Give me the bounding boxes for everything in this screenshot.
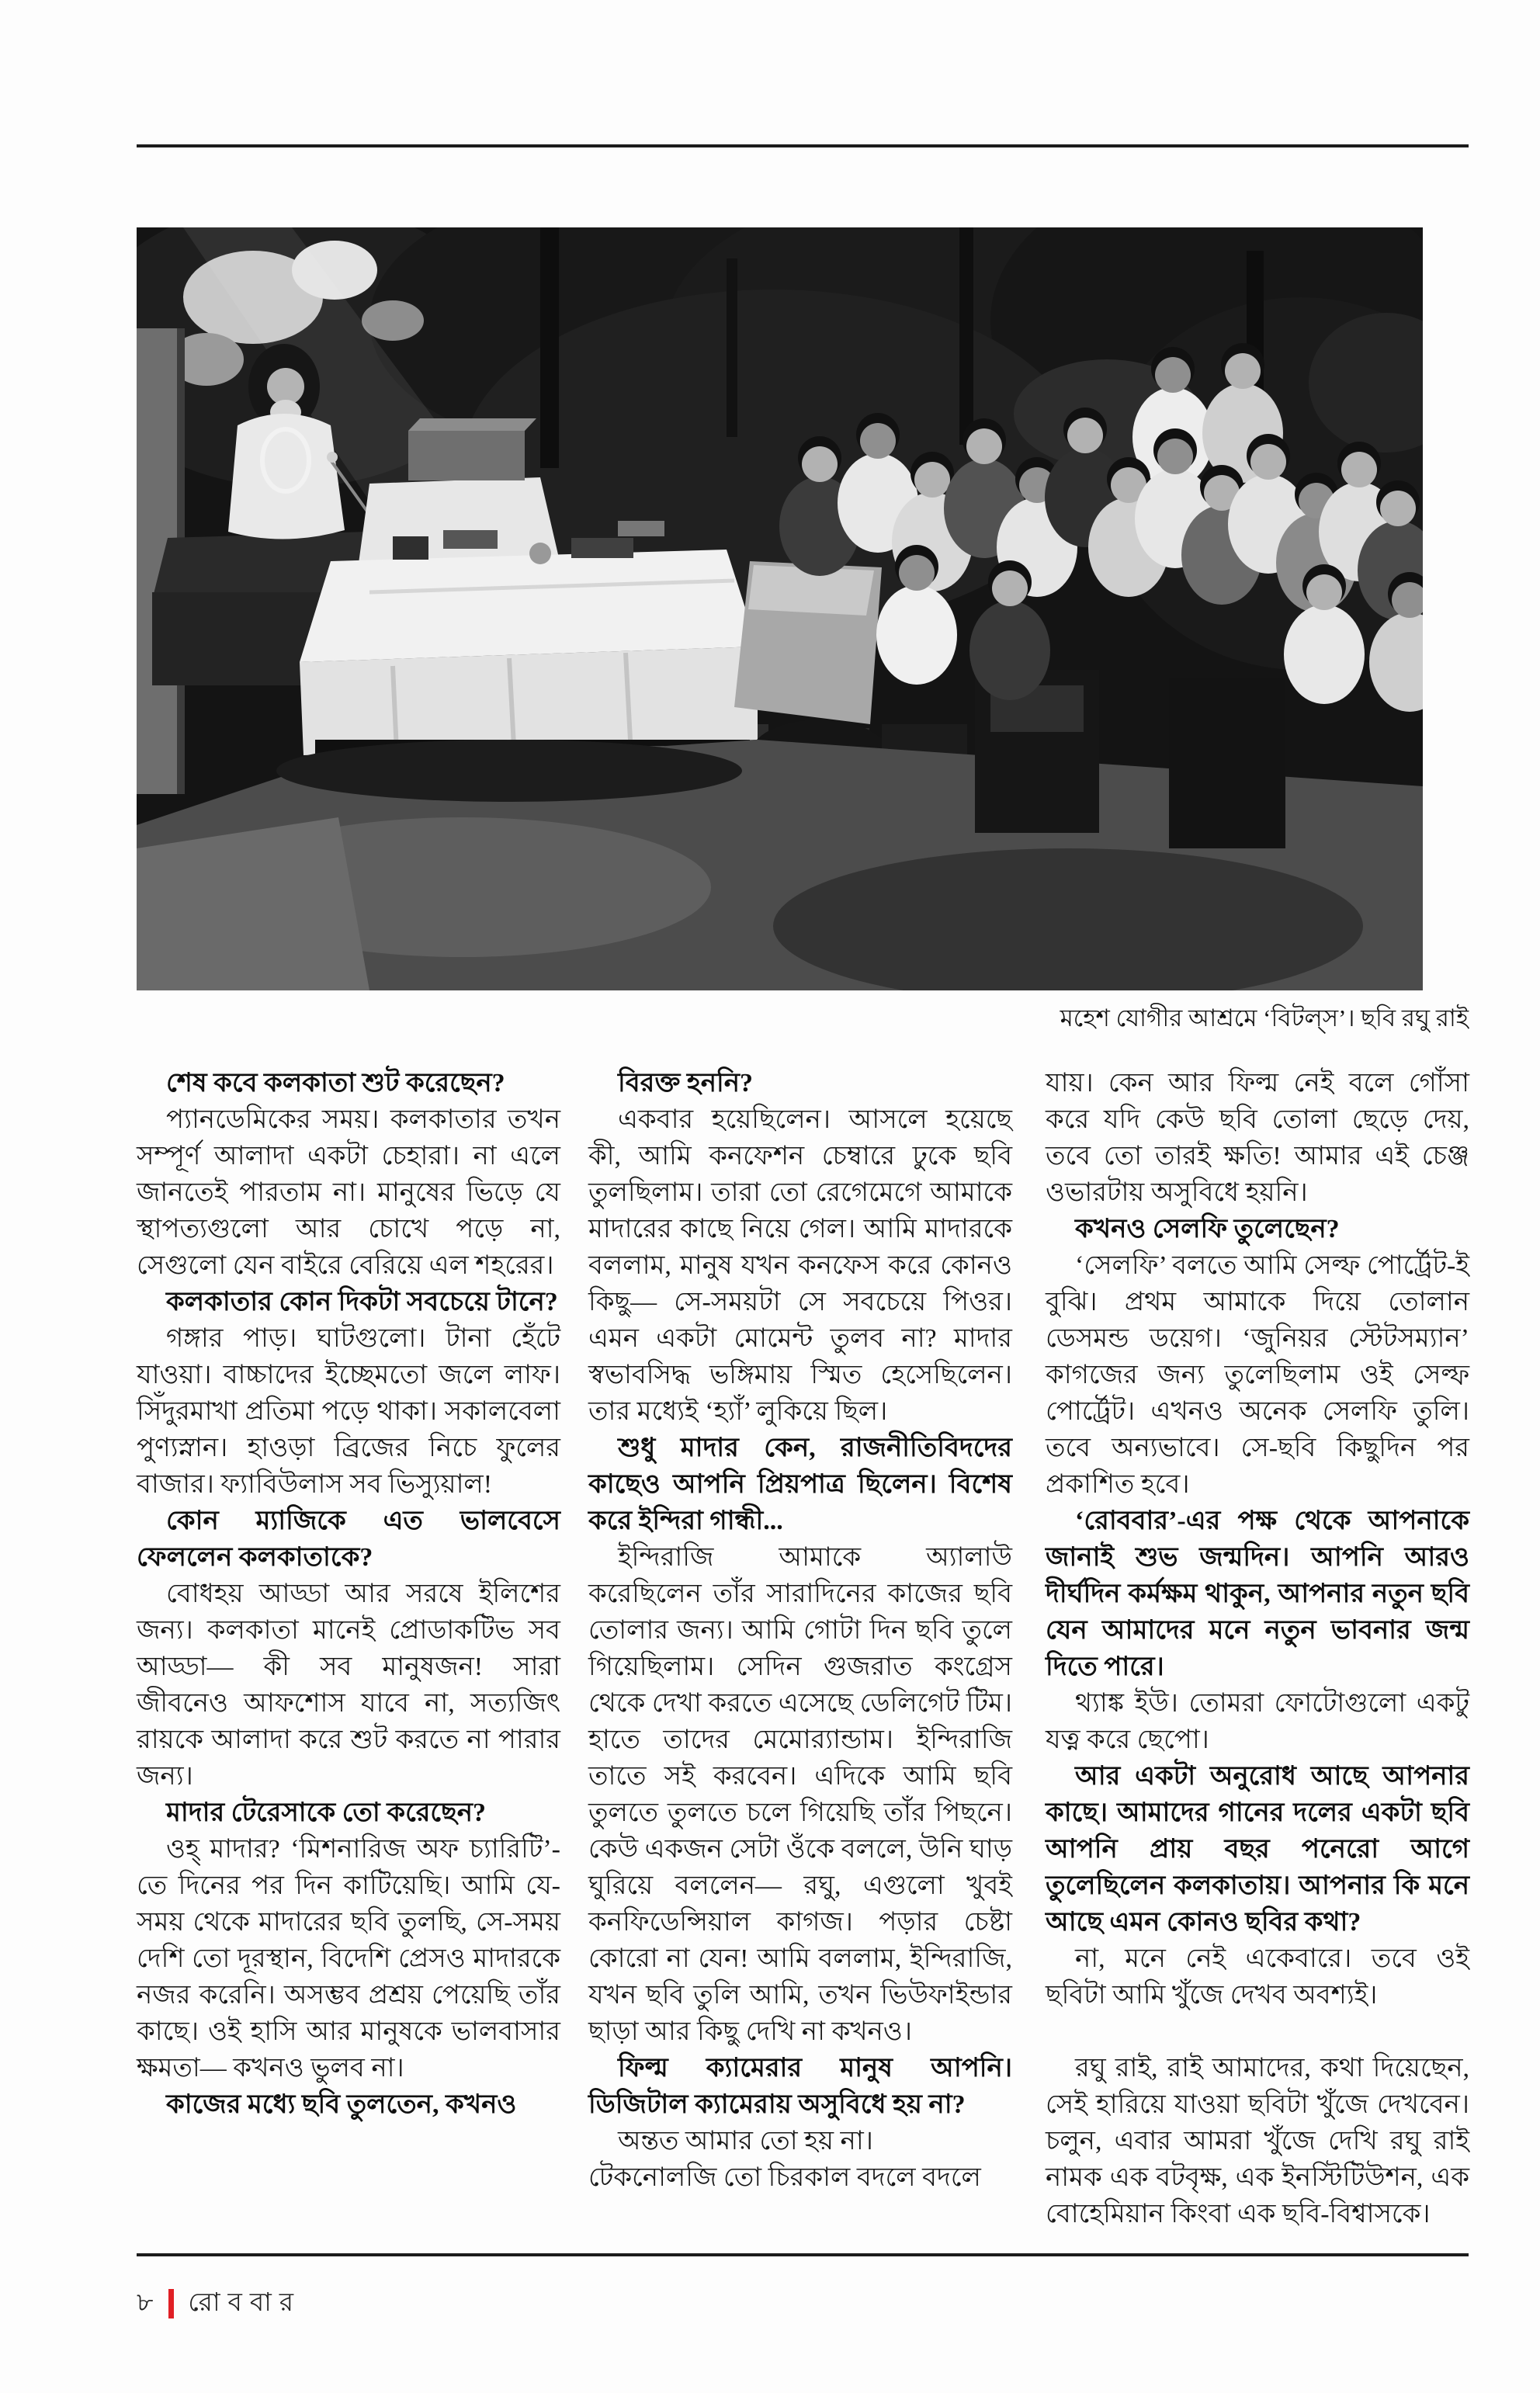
answer-paragraph: যায়। কেন আর ফিল্ম নেই বলে গোঁসা করে যদি কেউ ছবি তোলা ছেড়ে দেয়, তবে তো তারই ক্ষতি! আমার এই চেঞ্জ ওভারটায় অসুবিধে হয়নি।: [1046, 1069, 1469, 1207]
ashram-photo-illustration: [137, 227, 1423, 990]
answer-paragraph: টেকনোলজি তো চিরকাল বদলে বদলে: [588, 2163, 981, 2192]
article-column-1: [137, 1065, 560, 2123]
question-paragraph: ‘রোববার’-এর পক্ষ থেকে আপনাকে জানাই শুভ জন্মদিন। আপনি আরও দীর্ঘদিন কর্মক্ষম থাকুন, আপনার নতুন ছবি যেন আমাদের মনে নতুন ভাবনার জন্ম দিতে পারে।: [1046, 1507, 1469, 1681]
answer-paragraph: বোধহয় আড্ডা আর সরষে ইলিশের জন্য। কলকাতা মানেই প্রোডাকটিভ সব আড্ডা— কী সব মানুষজন! সারা জীবনেও আফশোস যাবে না, সত্যজিৎ রায়কে আলাদা করে শুট করতে না পারার জন্য।: [137, 1580, 560, 1791]
answer-paragraph: একবার হয়েছিলেন। আসলে হয়েছে কী, আমি কনফেশন চেম্বারে ঢুকে ছবি তুলছিলাম। তারা তো রেগেমেগে আমাকে মাদারের কাছে নিয়ে গেল। আমি মাদারকে বললাম, মানুষ যখন কনফেস করে কোনও কিছু— সে-সময়টা সে সবচেয়ে পিওর। এমন একটা মোমেন্ট তুলব না? মাদার স্বভাবসিদ্ধ ভঙ্গিমায় স্মিত হেসেছিলেন। তার মধ্যেই ‘হ্যাঁ’ লুকিয়ে ছিল।: [588, 1105, 1012, 1426]
footer-red-separator: [168, 2289, 174, 2318]
photo-caption: মহেশ যোগীর আশ্রমে ‘বিটল্স’। ছবি রঘু রাই: [1060, 1004, 1469, 1032]
page-number: ৮: [137, 2289, 154, 2317]
magazine-title: রোববার: [188, 2289, 301, 2317]
question-paragraph: ফিল্ম ক্যামেরার মানুষ আপনি। ডিজিটাল ক্যামেরায় অসুবিধে হয় না?: [588, 2054, 1012, 2119]
ashram-photo: [137, 227, 1423, 990]
answer-paragraph: থ্যাঙ্ক ইউ। তোমরা ফোটোগুলো একটু যত্ন করে ছেপো।: [1046, 1689, 1469, 1754]
article-column-3: [1046, 1065, 1469, 2232]
question-paragraph: কখনও সেলফি তুলেছেন?: [1075, 1215, 1340, 1243]
question-paragraph: মাদার টেরেসাকে তো করেছেন?: [166, 1798, 486, 1827]
top-rule: [137, 144, 1469, 147]
answer-paragraph: অন্তত আমার তো হয় না।: [618, 2127, 873, 2155]
footer: [137, 2282, 301, 2325]
question-paragraph: কলকাতার কোন দিকটা সবচেয়ে টানে?: [166, 1288, 558, 1316]
question-paragraph: কাজের মধ্যে ছবি তুলতেন, কখনও: [166, 2090, 517, 2119]
question-paragraph: আর একটা অনুরোধ আছে আপনার কাছে। আমাদের গানের দলের একটা ছবি আপনি প্রায় বছর পনেরো আগে তুলেছিলেন কলকাতায়। আপনার কি মনে আছে এমন কোনও ছবির কথা?: [1046, 1762, 1469, 1937]
answer-paragraph: ইন্দিরাজি আমাকে অ্যালাউ করেছিলেন তাঁর সারাদিনের কাজের ছবি তোলার জন্য। আমি গোটা দিন ছবি তুলে গিয়েছিলাম। সেদিন গুজরাত কংগ্রেস থেকে দেখা করতে এসেছে ডেলিগেট টিম। হাতে তাদের মেমোর‍্যান্ডাম। ইন্দিরাজি তাতে সই করবেন। এদিকে আমি ছবি তুলতে তুলতে চলে গিয়েছি তাঁর পিছনে। কেউ একজন সেটা ওঁকে বললে, উনি ঘাড় ঘুরিয়ে বললেন— রঘু, এগুলো খুবই কনফিডেন্সিয়াল কাগজ। পড়ার চেষ্টা কোরো না যেন! আমি বললাম, ইন্দিরাজি, যখন ছবি তুলি আমি, তখন ভিউফাইন্ডার ছাড়া আর কিছু দেখি না কখনও।: [588, 1543, 1012, 2046]
answer-paragraph: প্যানডেমিকের সময়। কলকাতার তখন সম্পূর্ণ আলাদা একটা চেহারা। না এলে জানতেই পারতাম না। মানুষের ভিড়ে যে স্থাপত্যগুলো আর চোখে পড়ে না, সেগুলো যেন বাইরে বেরিয়ে এল শহরের।: [137, 1105, 560, 1280]
answer-paragraph: রঘু রাই, রাই আমাদের, কথা দিয়েছেন, সেই হারিয়ে যাওয়া ছবিটা খুঁজে দেখবেন। চলুন, এবার আমরা খুঁজে দেখি রঘু রাই নামক এক বটবৃক্ষ, এক ইনস্টিটিউশন, এক বোহেমিয়ান কিংবা এক ছবি-বিশ্বাসকে।: [1046, 2054, 1469, 2228]
article-column-2: [588, 1065, 1012, 2196]
answer-paragraph: ‘সেলফি’ বলতে আমি সেল্ফ পোর্ট্রেট-ই বুঝি। প্রথম আমাকে দিয়ে তোলান ডেসমন্ড ডয়েগ। ‘জুনিয়র স্টেটসম্যান’ কাগজের জন্য তুলেছিলাম ওই সেল্ফ পোর্ট্রেট। এখনও অনেক সেলফি তুলি। তবে অন্যভাবে। সে-ছবি কিছুদিন পর প্রকাশিত হবে।: [1046, 1251, 1469, 1499]
question-paragraph: শুধু মাদার কেন, রাজনীতিবিদদের কাছেও আপনি প্রিয়পাত্র ছিলেন। বিশেষ করে ইন্দিরা গান্ধী...: [588, 1434, 1012, 1535]
question-paragraph: শেষ কবে কলকাতা শুট করেছেন?: [166, 1069, 505, 1098]
question-paragraph: কোন ম্যাজিকে এত ভালবেসে ফেললেন কলকাতাকে?: [137, 1507, 560, 1572]
answer-paragraph: ওহ্ মাদার? ‘মিশনারিজ অফ চ্যারিটি’-তে দিনের পর দিন কাটিয়েছি। আমি যে-সময় থেকে মাদারের ছবি তুলছি, সে-সময় দেশি তো দূরস্থান, বিদেশি প্রেসও মাদারকে নজর করেনি। অসম্ভব প্রশ্রয় পেয়েছি তাঁর কাছে। ওই হাসি আর মানুষকে ভালবাসার ক্ষমতা— কখনও ভুলব না।: [137, 1835, 560, 2083]
question-paragraph: বিরক্ত হননি?: [618, 1069, 754, 1098]
answer-paragraph: গঙ্গার পাড়। ঘাটগুলো। টানা হেঁটে যাওয়া। বাচ্চাদের ইচ্ছেমতো জলে লাফ। সিঁদুরমাখা প্রতিমা পড়ে থাকা। সকালবেলা পুণ্যস্নান। হাওড়া ব্রিজের নিচে ফুলের বাজার। ফ্যাবিউলাস সব ভিস্যুয়াল!: [137, 1324, 560, 1499]
answer-paragraph: না, মনে নেই একেবারে। তবে ওই ছবিটা আমি খুঁজে দেখব অবশ্যই।: [1046, 1944, 1469, 2010]
footer-rule: [137, 2253, 1469, 2256]
